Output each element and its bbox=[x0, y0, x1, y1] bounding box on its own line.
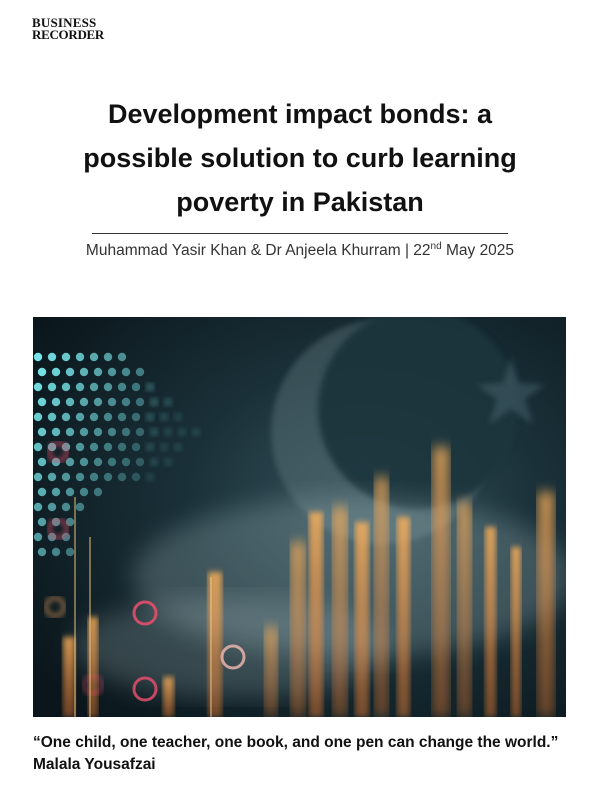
title-line-1: Development impact bonds: a bbox=[107, 99, 493, 129]
logo-line-2: RECORDER bbox=[32, 27, 104, 42]
quote-author: Malala Yousafzai bbox=[33, 756, 156, 773]
article-byline bbox=[30, 242, 570, 260]
business-recorder-logo bbox=[32, 17, 104, 41]
byline-date: May 2025 bbox=[441, 242, 515, 259]
quote-text: “One child, one teacher, one book, and one pen can change the world.” bbox=[33, 734, 559, 751]
title-line-3: poverty in Pakistan bbox=[176, 187, 424, 217]
logo-line-1: BUSINESS bbox=[32, 15, 97, 30]
byline-day-suffix: nd bbox=[430, 240, 442, 252]
hero-image bbox=[33, 317, 566, 717]
article-title bbox=[40, 92, 560, 224]
title-divider bbox=[92, 233, 508, 234]
title-line-2: possible solution to curb learning bbox=[83, 143, 517, 173]
byline-authors: Muhammad Yasir Khan & Dr Anjeela Khurram | 22 bbox=[85, 242, 431, 259]
